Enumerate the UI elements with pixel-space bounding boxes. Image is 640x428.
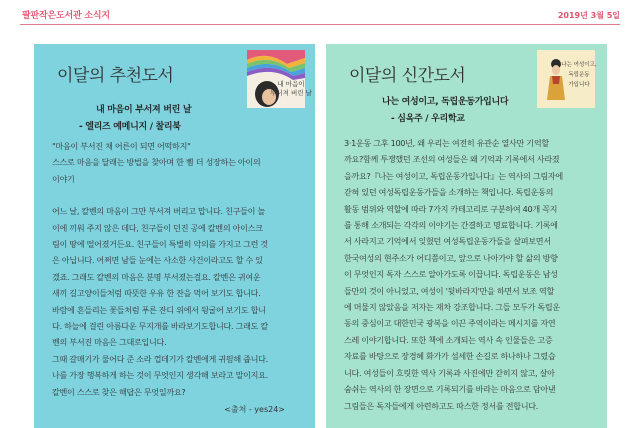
desc-line: 그림들은 독자들에게 아련하고도 따스한 정서를 전합니다. (344, 400, 539, 411)
desc-line: 갇혀 있던 여성독립운동가들을 소개하는 책입니다. 독립운동의 (344, 187, 554, 198)
desc-line: 니다. 여성들이 흐릿한 역사 기록과 사진에만 갇히지 않고, 살아 (344, 367, 555, 378)
cover-title-line3: 가입니다 (568, 82, 590, 88)
desc-line: 들만의 것이 아니었고, 여성이 '뒷바라지'만을 하면서 보조 역할 (344, 285, 554, 296)
recommended-book-panel (34, 44, 315, 428)
desc-line: 림이 땅에 떨어졌거든요. 친구들이 특별히 악의를 가지고 그런 것 (52, 239, 268, 250)
desc-line: 이에 끼워 주지 않은 데다, 친구들이 던진 공에 칼벤의 아이스크 (52, 222, 263, 233)
book-author: - 심옥주 / 우리학교 (391, 114, 465, 124)
desc-line: 스스로 마음을 달래는 방법을 찾아며 한 뼘 더 성장하는 아이의 (52, 157, 261, 168)
desc-line: 을까요?『나는 여성이고, 독립운동가입니다』는 역사의 그림자에 (344, 170, 563, 181)
desc-line: 를 통해 소개되는 각각의 이야기는 간결하고 명료합니다. 기록에 (344, 220, 558, 231)
desc-line: 이 무엇인지 독자 스스로 알아가도록 이끕니다. 독립운동은 남성 (344, 269, 558, 280)
desc-line: 새끼 길고양이들처럼 따뜻한 우유 한 잔을 먹어 보기도 합니다. (52, 288, 261, 299)
cover-title-line2: 부서져 버린 날 (270, 89, 312, 97)
book-title: 내 마음이 부서져 버린 날 (96, 105, 192, 115)
desc-line: 까요?함께 투쟁했던 조선의 여성들은 왜 기억과 기록에서 사라졌 (344, 154, 560, 165)
desc-line: "마음이 부서진 채 어른이 되면 어떡하지" (52, 141, 191, 151)
desc-line: 나를 가장 행복하게 하는 것이 무엇인지 생각해 보라고 말이지요. (52, 370, 268, 381)
desc-line: 벤의 부서진 마음은 그대로입니다. (52, 337, 167, 348)
desc-line: 은 아닙니다. 어쩌면 남들 눈에는 사소한 사건이라고도 할 수 있 (52, 255, 263, 266)
book-description (52, 138, 299, 400)
book-author: - 엘리즈 예메니지 / 찰리북 (79, 122, 181, 132)
desc-line: 스레 이야기합니다. 또한 책에 소개되는 역사 속 인물들은 고증 (344, 334, 553, 345)
book-cover-illustration (247, 50, 312, 108)
desc-line: 에 머물지 않았음을 저자는 재차 강조합니다. 그들 모두가 독립운 (344, 302, 560, 313)
desc-line: 이야기 (52, 173, 75, 184)
cover-title-line2: 독립운동 (568, 72, 590, 78)
book-title: 나는 여성이고, 독립운동가입니다 (382, 97, 509, 107)
book-cover-image (247, 50, 312, 108)
desc-line: 그때 갈매기가 물어다 준 소라 껍데기가 칼벤에게 귀띔해 줍니다. (52, 353, 268, 364)
desc-line: 동의 중심이고 대한민국 광복을 이끈 주역이라는 메시지를 자연 (344, 318, 556, 329)
desc-line: 칼벤이 스스로 찾은 해답은 무엇일까요? (52, 386, 186, 397)
source-credit: <출처 - yes24> (224, 405, 285, 414)
new-book-panel (326, 44, 607, 428)
cover-title-line1: 나는 여성이고, (561, 62, 597, 68)
newsletter-header (0, 0, 640, 34)
book-description (344, 135, 591, 414)
desc-line: 숨쉬는 역사의 한 장면으로 기록되기를 바라는 마음으로 담아낸 (344, 384, 556, 395)
issue-date: 2019년 3월 5일 (557, 11, 620, 20)
desc-line: 자료를 바탕으로 장경혜 화가가 섬세한 손길로 하나하나 그렸습 (344, 351, 556, 362)
desc-line: 3·1운동 그후 100년, 왜 우리는 여전히 유관순 열사만 기억할 (344, 138, 549, 148)
desc-line: 활동 범위와 역할에 따라 7가지 카테고리로 구분하여 40개 꼭지 (344, 203, 558, 214)
cover-title-line1: 내 마음이 (277, 80, 305, 88)
header-divider (20, 24, 620, 25)
section-title: 이달의 추천도서 (57, 66, 174, 86)
desc-line: 한국여성의 현주소가 어디쯤이고, 앞으로 나아가야 할 삶의 방향 (344, 252, 558, 263)
desc-line: 다. 하늘에 걸린 아름다운 무지개를 바라보기도합니다. 그래도 칼 (52, 321, 268, 332)
section-title: 이달의 신간도서 (349, 66, 466, 86)
book-cover-image (537, 50, 595, 108)
book-cover-illustration (537, 50, 595, 108)
desc-line: 어느 날, 칼벤의 마음이 그만 부서져 버리고 맙니다. 친구들이 놀 (52, 206, 265, 217)
desc-line: 바람에 흔들리는 꽃들처럼 푸른 잔디 위에서 뒹굴어 보기도 합니 (52, 304, 266, 315)
desc-line: 겠죠. 그래도 칼벤의 마음은 분명 부서졌는걸요. 칼벤은 귀여운 (52, 271, 261, 282)
library-name: 팔판작은도서관 소식지 (22, 11, 110, 21)
desc-line: 서 사라지고 기억에서 잊혔던 여성독립운동가들을 살펴보면서 (344, 236, 551, 247)
